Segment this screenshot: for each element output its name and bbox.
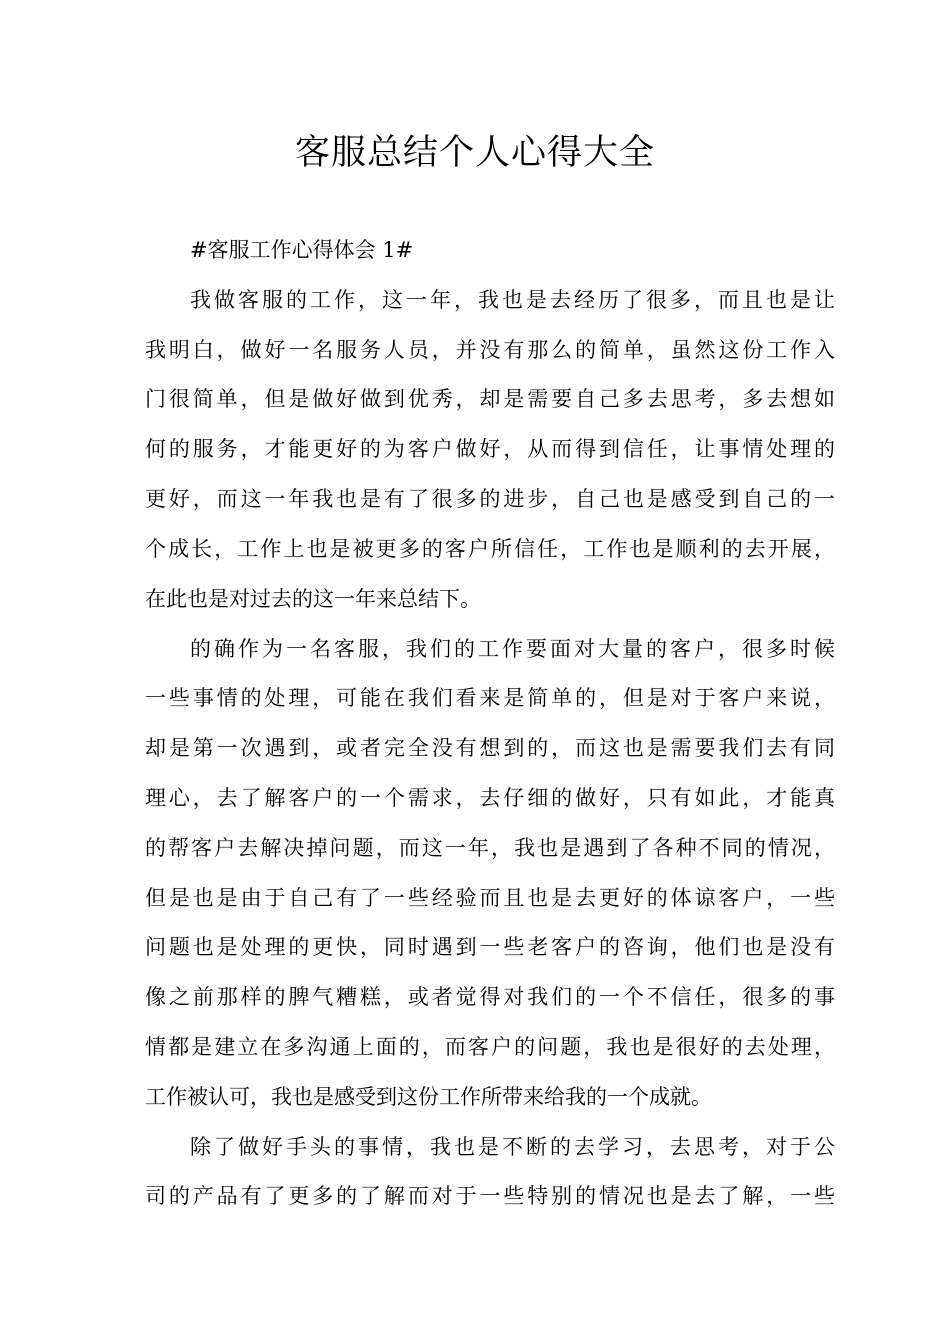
text-line: 情都是建立在多沟通上面的，而客户的问题，我也是很好的去处理， (145, 1035, 835, 1059)
text-line: 的确作为一名客服，我们的工作要面对大量的客户，很多时候 (190, 637, 835, 661)
text-line: 工作被认可，我也是感受到这份工作所带来给我的一个成就。 (145, 1085, 712, 1109)
text-line: 问题也是处理的更快，同时遇到一些老客户的咨询，他们也是没有 (145, 935, 835, 959)
section-heading: #客服工作心得体会 1# (190, 238, 414, 262)
text-line: 的帮客户去解决掉问题，而这一年，我也是遇到了各种不同的情况， (145, 836, 835, 860)
text-line: 我做客服的工作，这一年，我也是去经历了很多，而且也是让 (190, 288, 835, 312)
text-line: 一些事情的处理，可能在我们看来是简单的，但是对于客户来说， (145, 686, 835, 710)
text-line: 但是也是由于自己有了一些经验而且也是去更好的体谅客户，一些 (145, 886, 835, 910)
text-line: 个成长，工作上也是被更多的客户所信任，工作也是顺利的去开展， (145, 537, 835, 561)
text-line: 司的产品有了更多的了解而对于一些特别的情况也是去了解，一些 (145, 1184, 835, 1208)
text-line: 除了做好手头的事情，我也是不断的去学习，去思考，对于公 (190, 1135, 835, 1159)
text-line: 像之前那样的脾气糟糕，或者觉得对我们的一个不信任，很多的事 (145, 985, 835, 1009)
text-line: 却是第一次遇到，或者完全没有想到的，而这也是需要我们去有同 (145, 736, 835, 760)
document-title: 客服总结个人心得大全 (294, 133, 655, 173)
text-line: 我明白，做好一名服务人员，并没有那么的简单，虽然这份工作入 (145, 338, 835, 362)
text-line: 更好，而这一年我也是有了很多的进步，自己也是感受到自己的一 (145, 487, 835, 511)
text-line: 何的服务，才能更好的为客户做好，从而得到信任，让事情处理的 (145, 437, 835, 461)
text-line: 门很简单，但是做好做到优秀，却是需要自己多去思考，多去想如 (145, 387, 835, 411)
text-line: 理心，去了解客户的一个需求，去仔细的做好，只有如此，才能真 (145, 786, 835, 810)
text-line: 在此也是对过去的这一年来总结下。 (145, 587, 481, 611)
